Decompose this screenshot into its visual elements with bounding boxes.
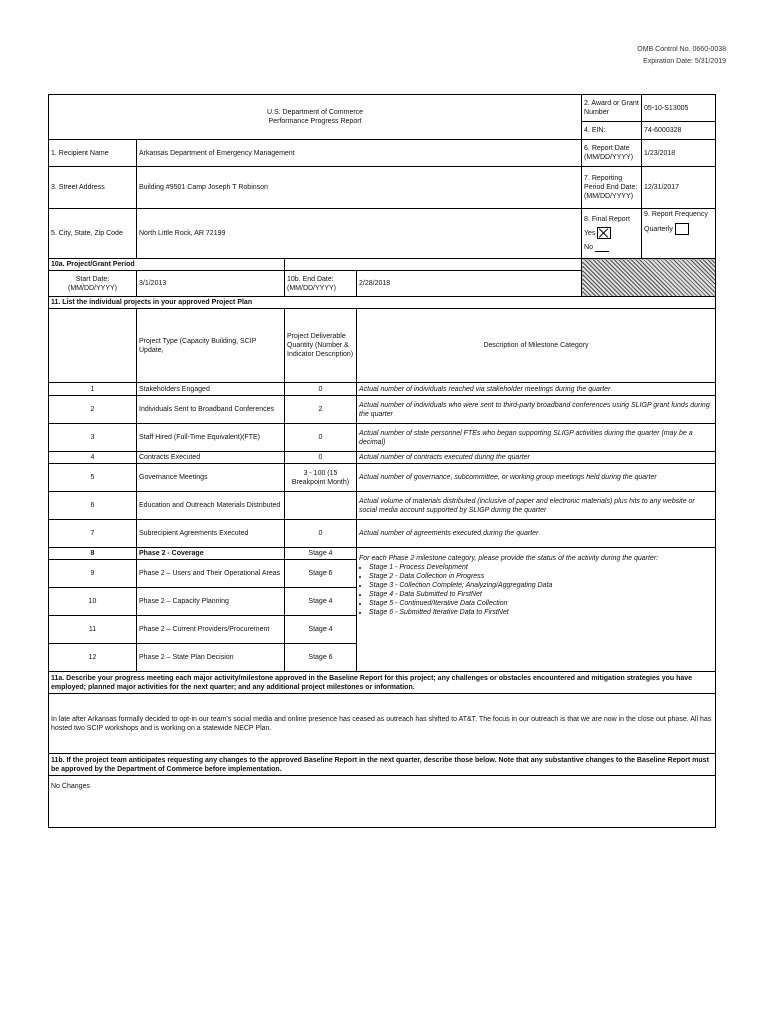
- section-11a-body: In late after Arkansas formally decided to opt-in our team's social media and online presence has ceased as outreach has shifted to AT&T. The focus in our outreach is that we are now in the close out phase. All has hosted two SCIP workshops and is working on a statewide NECP Plan.: [49, 694, 716, 754]
- col-num-header: [49, 309, 137, 383]
- report-title: Performance Progress Report: [268, 118, 362, 125]
- row-quantity: 0: [285, 520, 357, 548]
- table-row: [49, 464, 716, 492]
- final-yes-label: Yes: [584, 229, 596, 237]
- row-number: 3: [49, 424, 137, 452]
- frequency-checkbox[interactable]: [675, 223, 689, 235]
- row-type: Staff Hired (Full-Time Equivalent)(FTE): [137, 424, 285, 452]
- stage-item: • Stage 3 - Collection Complete; Analyzing/Aggregating Data: [369, 581, 713, 590]
- col-description-header: Description of Milestone Category: [357, 309, 716, 383]
- row-number: 5: [49, 464, 137, 492]
- performance-progress-report-form: [48, 94, 715, 828]
- row-quantity: 0: [285, 452, 357, 464]
- street-label: 3. Street Address: [49, 167, 137, 209]
- row-quantity: 2: [285, 396, 357, 424]
- omb-control-number: OMB Control No. 0660-0038: [637, 46, 726, 53]
- form-table: [48, 94, 716, 828]
- table-row: [49, 396, 716, 424]
- row-number: 10: [49, 588, 137, 616]
- row-description: Actual number of governance, subcommittee, or working group meetings held during the quarter: [357, 464, 716, 492]
- section-11a-heading: 11a. Describe your progress meeting each major activity/milestone approved in the Baseline Report for this project; any challenges or obstacles encountered and mitigation strategies you have employed; planned major activities for the next quarter; and any additional project milestones or information.: [49, 672, 716, 694]
- row-quantity: Stage 6: [285, 560, 357, 588]
- frequency-label: 9. Report Frequency: [644, 211, 708, 218]
- row-quantity: Stage 4: [285, 616, 357, 644]
- section-11-heading: 11. List the individual projects in your approved Project Plan: [49, 297, 716, 309]
- final-no-label: No: [584, 244, 593, 251]
- stage-item: • Stage 2 - Data Collection in Progress: [369, 572, 713, 581]
- row-number: 12: [49, 644, 137, 672]
- row-type: Education and Outreach Materials Distributed: [137, 492, 285, 520]
- stage-item: • Stage 4 - Data Submitted to FirstNet: [369, 590, 713, 599]
- table-row: [49, 383, 716, 396]
- table-row: [49, 520, 716, 548]
- row-description: Actual volume of materials distributed (inclusive of paper and electronic materials) plus hits to any website or social media account supported by SLIGP during the quarter: [357, 492, 716, 520]
- final-report-label: 8. Final Report: [584, 216, 630, 223]
- row-type: Stakeholders Engaged: [137, 383, 285, 396]
- col-deliverable-header: Project Deliverable Quantity (Number & Indicator Description): [285, 309, 357, 383]
- row-quantity: 0: [285, 383, 357, 396]
- final-no-checkbox[interactable]: [595, 243, 609, 252]
- row-type: Phase 2 - Coverage: [137, 548, 285, 560]
- row-description: Actual number of contracts executed during the quarter: [357, 452, 716, 464]
- frequency-value: Quarterly: [644, 225, 673, 233]
- period-value: 12/31/2017: [642, 167, 716, 209]
- end-date-label: 10b. End Date: (MM/DD/YYYY): [285, 271, 357, 297]
- final-report-cell: [582, 209, 642, 259]
- city-label: 5. City, State, Zip Code: [49, 209, 137, 259]
- row-number: 4: [49, 452, 137, 464]
- row-quantity: Stage 4: [285, 548, 357, 560]
- row-description: Actual number of state personnel FTEs who began supporting SLIGP activities during the quarter (may be a decimal): [357, 424, 716, 452]
- stage-list: [359, 563, 713, 617]
- start-date-value: 3/1/2013: [137, 271, 285, 297]
- period-label: 7. Reporting Period End Date: (MM/DD/YYYY): [582, 167, 642, 209]
- row-type: Individuals Sent to Broadband Conferences: [137, 396, 285, 424]
- row-type: Phase 2 – Current Providers/Procurement: [137, 616, 285, 644]
- award-label: 2. Award or Grant Number: [582, 95, 642, 122]
- row-number: 6: [49, 492, 137, 520]
- row-number: 7: [49, 520, 137, 548]
- recipient-label: 1. Recipient Name: [49, 140, 137, 167]
- row-type: Phase 2 – Capacity Planning: [137, 588, 285, 616]
- table-row: [49, 424, 716, 452]
- award-value: 05-10-S13005: [642, 95, 716, 122]
- end-date-value: 2/28/2018: [357, 271, 582, 297]
- row-number: 11: [49, 616, 137, 644]
- row-type: Phase 2 – State Plan Decision: [137, 644, 285, 672]
- row-quantity: [285, 492, 357, 520]
- row-quantity: 3 - 100 (15 Breakpoint Month): [285, 464, 357, 492]
- row-quantity: 0: [285, 424, 357, 452]
- row-quantity: Stage 6: [285, 644, 357, 672]
- row-number: 2: [49, 396, 137, 424]
- omb-info: [637, 44, 726, 68]
- col-type-header: Project Type (Capacity Building, SCIP Update,: [137, 309, 285, 383]
- table-row: [49, 492, 716, 520]
- city-value: North Little Rock, AR 72199: [137, 209, 582, 259]
- row-number: 9: [49, 560, 137, 588]
- ein-label: 4. EIN:: [582, 122, 642, 140]
- recipient-value: Arkansas Department of Emergency Management: [137, 140, 582, 167]
- row-type: Phase 2 – Users and Their Operational Areas: [137, 560, 285, 588]
- start-date-label: Start Date: (MM/DD/YYYY): [49, 271, 137, 297]
- final-yes-checkbox[interactable]: [597, 227, 611, 239]
- row-number: 1: [49, 383, 137, 396]
- row-description: Actual number of individuals reached via stakeholder meetings during the quarter: [357, 383, 716, 396]
- stage-item: • Stage 1 - Process Development: [369, 563, 713, 572]
- phase2-intro: For each Phase 2 milestone category, please provide the status of the activity during the quarter:: [359, 555, 659, 562]
- stage-item: • Stage 6 - Submitted Iterative Data to FirstNet: [369, 608, 713, 617]
- stage-item: • Stage 5 - Continued/Iterative Data Collection: [369, 599, 713, 608]
- section-11b-body: No Changes: [49, 776, 716, 828]
- phase2-status-description: [357, 548, 716, 672]
- row-description: Actual number of individuals who were sent to third-party broadband conferences using SLIGP grant funds during the quarter: [357, 396, 716, 424]
- row-type: Contracts Executed: [137, 452, 285, 464]
- project-period-label: 10a. Project/Grant Period: [49, 259, 285, 271]
- row-quantity: Stage 4: [285, 588, 357, 616]
- row-number: 8: [49, 548, 137, 560]
- report-date-value: 1/23/2018: [642, 140, 716, 167]
- table-row: [49, 548, 716, 560]
- department-title: U.S. Department of Commerce: [266, 109, 364, 116]
- ein-value: 74-6000328: [642, 122, 716, 140]
- shaded-area: [582, 259, 716, 297]
- section-11b-heading: 11b. If the project team anticipates requesting any changes to the approved Baseline Report in the next quarter, describe those below. Note that any substantive changes to the Baseline Report must be approved by the Department of Commerce before implementation.: [49, 754, 716, 776]
- row-type: Subrecipient Agreements Executed: [137, 520, 285, 548]
- frequency-cell: [642, 209, 716, 259]
- form-title: [49, 95, 582, 140]
- row-type: Governance Meetings: [137, 464, 285, 492]
- street-value: Building #9501 Camp Joseph T Robinson: [137, 167, 582, 209]
- omb-expiration: Expiration Date: 5/31/2019: [643, 58, 726, 65]
- report-date-label: 6. Report Date (MM/DD/YYYY): [582, 140, 642, 167]
- table-row: [49, 452, 716, 464]
- row-description: Actual number of agreements executed during the quarter: [357, 520, 716, 548]
